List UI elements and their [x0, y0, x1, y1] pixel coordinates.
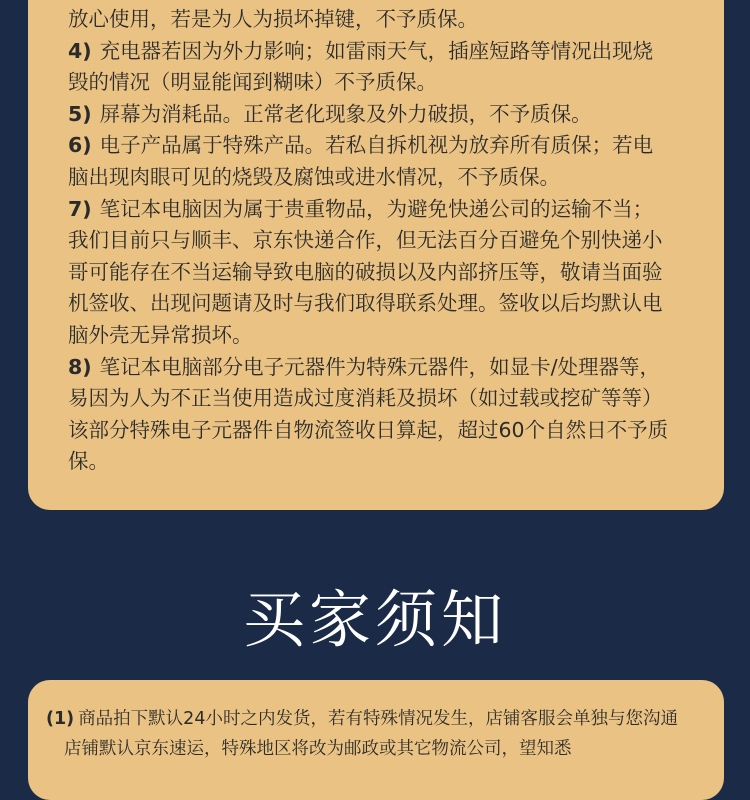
terms-line-11: [68, 352, 694, 384]
buyer-line-1: [46, 734, 706, 764]
terms-text: 该部分特殊电子元器件自物流签收日算起，超过60个自然日不予质: [68, 417, 669, 442]
terms-line-4: [68, 130, 694, 162]
buyer-number: (1): [46, 709, 75, 729]
terms-line-6: [68, 194, 694, 226]
terms-number: 4): [68, 38, 92, 63]
terms-text: 易因为人为不正当使用造成过度消耗及损坏（如过载或挖矿等等）: [68, 386, 663, 411]
terms-text: 屏幕为消耗品。正常老化现象及外力破损，不予质保。: [99, 101, 592, 126]
terms-text: 电子产品属于特殊产品。若私自拆机视为放弃所有质保；若电: [99, 133, 654, 158]
terms-text: 笔记本电脑因为属于贵重物品，为避免快递公司的运输不当；: [99, 196, 654, 221]
terms-line-8: [68, 257, 694, 289]
terms-text: 放心使用，若是为人为损坏掉键，不予质保。: [68, 7, 478, 31]
terms-text: 脑出现肉眼可见的烧毁及腐蚀或进水情况，不予质保。: [68, 164, 560, 189]
buyer-notice-title: 买家须知: [242, 583, 507, 656]
terms-text: 笔记本电脑部分电子元器件为特殊元器件，如显卡/处理器等，: [99, 354, 661, 379]
terms-line-0: [68, 4, 694, 36]
terms-number: 7): [68, 196, 92, 221]
terms-line-13: [68, 415, 694, 447]
terms-line-7: [68, 225, 694, 257]
terms-line-12: [68, 383, 694, 415]
buyer-text: 店铺默认京东速运，特殊地区将改为邮政或其它物流公司，望知悉: [64, 739, 572, 759]
terms-text: 充电器若因为外力影响；如雷雨天气，插座短路等情况出现烧: [99, 38, 654, 63]
terms-text: 保。: [68, 449, 109, 474]
terms-line-9: [68, 288, 694, 320]
terms-text: 毁的情况（明显能闻到糊味）不予质保。: [68, 70, 437, 95]
warranty-terms-card: [28, 0, 724, 510]
buyer-text: 商品拍下默认24小时之内发货，若有特殊情况发生，店铺客服会单独与您沟通: [78, 709, 678, 729]
terms-number: 8): [68, 354, 92, 379]
terms-line-10: [68, 320, 694, 352]
terms-line-1: [68, 36, 694, 68]
terms-text: 脑外壳无异常损坏。: [68, 322, 253, 347]
terms-line-3: [68, 99, 694, 131]
buyer-line-0: [46, 704, 706, 734]
terms-text: 哥可能存在不当运输导致电脑的破损以及内部挤压等，敬请当面验: [68, 259, 663, 284]
terms-line-5: [68, 162, 694, 194]
terms-line-2: [68, 67, 694, 99]
terms-text: 我们目前只与顺丰、京东快递合作，但无法百分百避免个别快递小: [68, 228, 663, 253]
terms-number: 6): [68, 133, 92, 158]
buyer-notice-card: [28, 680, 724, 800]
terms-text: 机签收、出现问题请及时与我们取得联系处理。签收以后均默认电: [68, 291, 663, 316]
terms-number: 5): [68, 101, 92, 126]
terms-line-14: [68, 446, 694, 478]
